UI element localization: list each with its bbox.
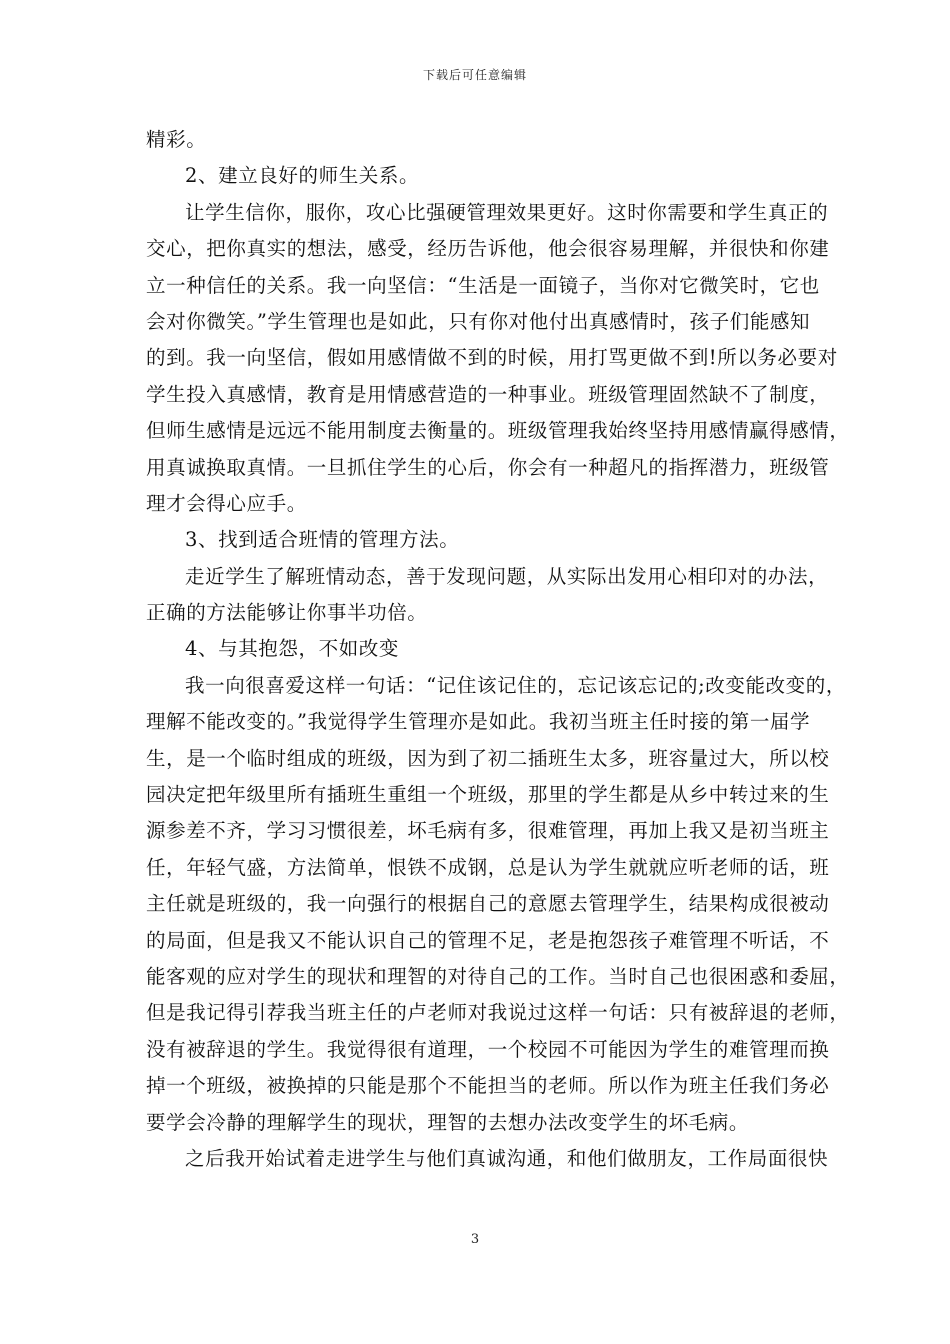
- text-line: 让学生信你，服你，攻心比强硬管理效果更好。这时你需要和学生真正的: [185, 200, 829, 224]
- text-line: 学生投入真感情，教育是用情感营造的一种事业。班级管理固然缺不了制度，: [146, 382, 830, 406]
- text-line: 精彩。: [146, 128, 207, 151]
- text-line: 正确的方法能够让你事半功倍。: [146, 601, 428, 625]
- text-line: 园决定把年级里所有插班生重组一个班级，那里的学生都是从乡中转过来的生: [146, 783, 830, 807]
- section-heading: 2、建立良好的师生关系。: [185, 164, 420, 188]
- text-line: 用真诚换取真情。一旦抓住学生的心后，你会有一种超凡的指挥潜力，班级管: [146, 455, 830, 479]
- text-line: 没有被辞退的学生。我觉得很有道理，一个校园不可能因为学生的难管理而换: [146, 1037, 830, 1061]
- text-line: 立一种信任的关系。我一向坚信：“生活是一面镜子，当你对它微笑时，它也: [146, 273, 820, 297]
- text-line: 掉一个班级，被换掉的只能是那个不能担当的老师。所以作为班主任我们务必: [146, 1074, 830, 1098]
- text-line: 但师生感情是远远不能用制度去衡量的。班级管理我始终坚持用感情赢得感情，: [146, 419, 850, 443]
- section-heading: 3、找到适合班情的管理方法。: [185, 528, 460, 552]
- text-line: 之后我开始试着走进学生与他们真诚沟通，和他们做朋友，工作局面很快: [185, 1146, 829, 1170]
- text-line: 生，是一个临时组成的班级，因为到了初二插班生太多，班容量过大，所以校: [146, 746, 830, 770]
- text-line: 理才会得心应手。: [146, 491, 307, 515]
- text-line: 会对你微笑。”学生管理也是如此，只有你对他付出真感情时，孩子们能感知: [146, 309, 811, 333]
- document-body: [146, 122, 850, 1177]
- text-line: 的局面，但是我又不能认识自己的管理不足，老是抱怨孩子难管理不听话，不: [146, 928, 830, 952]
- page-number: 3: [470, 1232, 480, 1247]
- text-line: 能客观的应对学生的现状和理智的对待自己的工作。当时自己也很困惑和委屈，: [146, 964, 850, 988]
- text-line: 交心，把你真实的想法，感受，经历告诉他，他会很容易理解，并很快和你建: [146, 237, 830, 261]
- section-heading: 4、与其抱怨，不如改变: [185, 637, 400, 661]
- text-line: 要学会冷静的理解学生的现状，理智的去想办法改变学生的坏毛病。: [146, 1110, 750, 1134]
- text-line: 源参差不齐，学习习惯很差，坏毛病有多，很难管理，再加上我又是初当班主: [146, 819, 830, 843]
- text-line: 我一向很喜爱这样一句话：“记住该记住的，忘记该忘记的;改变能改变的，: [185, 673, 846, 697]
- text-line: 主任就是班级的，我一向强行的根据自己的意愿去管理学生，结果构成很被动: [146, 892, 830, 916]
- text-line: 任，年轻气盛，方法简单，恨铁不成钢，总是认为学生就就应听老师的话，班: [146, 855, 830, 879]
- text-line: 的到。我一向坚信，假如用感情做不到的时候，用打骂更做不到!所以务必要对: [146, 346, 838, 370]
- page-header: 下载后可任意编辑: [422, 68, 527, 82]
- text-line: 但是我记得引荐我当班主任的卢老师对我说过这样一句话：只有被辞退的老师，: [146, 1001, 850, 1025]
- text-line: 理解不能改变的。”我觉得学生管理亦是如此。我初当班主任时接的第一届学: [146, 710, 811, 734]
- text-line: 走近学生了解班情动态，善于发现问题，从实际出发用心相印对的办法，: [185, 564, 829, 588]
